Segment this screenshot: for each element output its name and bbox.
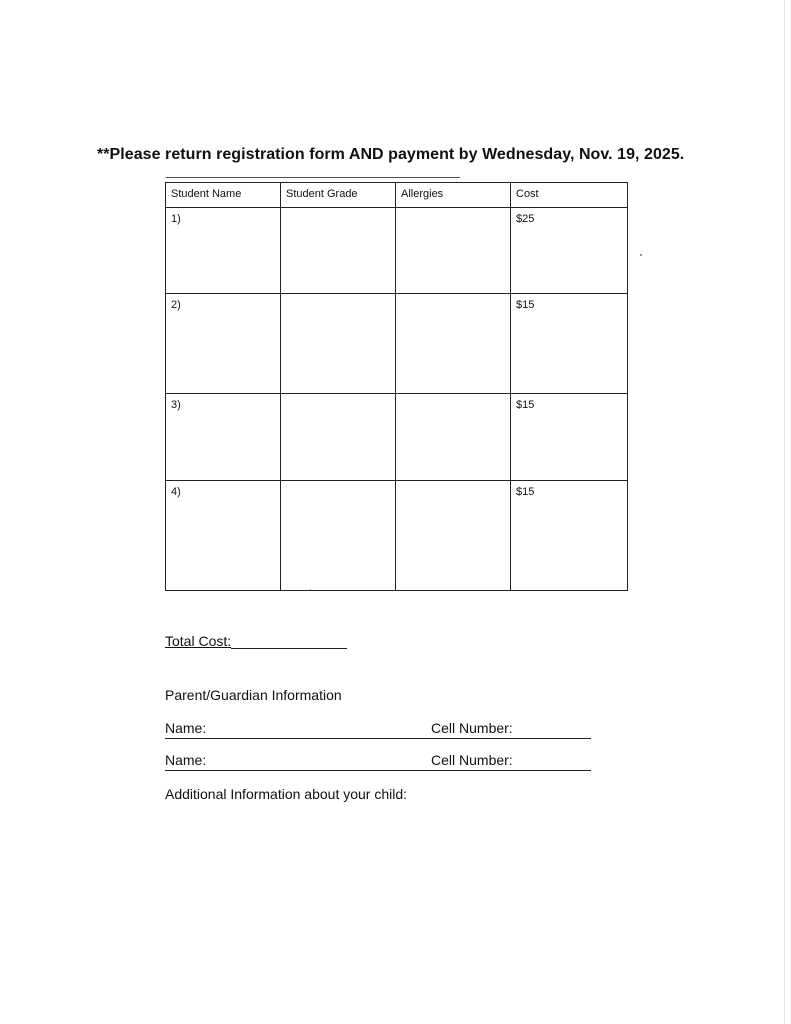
table-row <box>166 394 628 481</box>
header-allergies: Allergies <box>396 183 511 208</box>
student-grade-cell[interactable] <box>281 394 396 481</box>
guardian-cell-label: Cell Number: <box>431 720 513 736</box>
allergies-cell[interactable] <box>396 208 511 294</box>
guardian-name-label: Name: <box>165 752 207 768</box>
header-student-grade: Student Grade <box>281 183 396 208</box>
student-grade-cell[interactable] <box>281 208 396 294</box>
student-name-cell[interactable]: 4) <box>166 481 281 591</box>
student-grade-cell[interactable] <box>281 294 396 394</box>
student-grade-cell[interactable] <box>281 481 396 591</box>
additional-info-label: Additional Information about your child: <box>165 786 408 802</box>
cost-cell: $15 <box>511 481 628 591</box>
allergies-cell[interactable] <box>396 294 511 394</box>
parent-guardian-heading: Parent/Guardian Information <box>165 687 342 703</box>
guardian-row-1[interactable] <box>165 720 591 739</box>
cost-cell: $15 <box>511 294 628 394</box>
header-student-name: Student Name <box>166 183 281 208</box>
student-name-cell[interactable]: 2) <box>166 294 281 394</box>
guardian-cell-label: Cell Number: <box>431 752 513 768</box>
total-cost-blank[interactable] <box>231 634 347 649</box>
guardian-name-label: Name: <box>165 720 207 736</box>
table-row <box>166 481 628 591</box>
cost-cell: $15 <box>511 394 628 481</box>
header-cost: Cost <box>511 183 628 208</box>
page-edge <box>784 0 785 1024</box>
cost-cell: $25 <box>511 208 628 294</box>
table-row <box>166 294 628 394</box>
total-cost-field <box>165 633 347 649</box>
table-row <box>166 208 628 294</box>
total-cost-label: Total Cost: <box>165 633 232 649</box>
scan-speck <box>310 589 311 590</box>
scan-line <box>166 177 460 178</box>
return-deadline-notice: **Please return registration form AND payment by Wednesday, Nov. 19, 2025. <box>97 146 685 163</box>
table-header-row <box>166 183 628 208</box>
allergies-cell[interactable] <box>396 394 511 481</box>
student-name-cell[interactable]: 1) <box>166 208 281 294</box>
guardian-row-2[interactable] <box>165 752 591 771</box>
allergies-cell[interactable] <box>396 481 511 591</box>
scan-speck <box>640 254 642 256</box>
registration-table <box>165 182 628 591</box>
student-name-cell[interactable]: 3) <box>166 394 281 481</box>
